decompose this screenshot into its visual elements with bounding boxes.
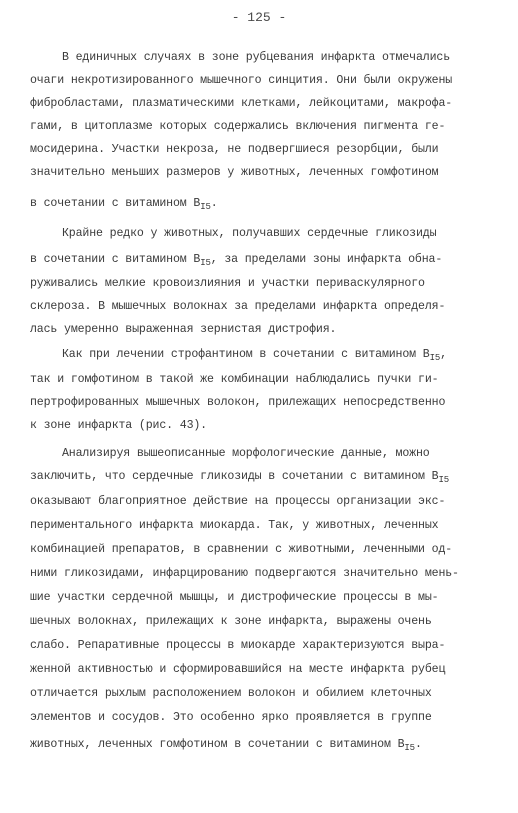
text-line: Анализируя вышеописанные морфологические данные, можно	[62, 447, 430, 460]
text-line: мосидерина. Участки некроза, не подвергшиеся резорбции, были	[30, 143, 439, 156]
text-line: слабо. Репаративные процессы в миокарде характеризуются выра-	[30, 639, 446, 652]
text-line: отличается рыхлым расположением волокон и обилием клеточных	[30, 687, 432, 700]
text-fragment: в сочетании с витамином B	[30, 253, 201, 266]
text-line: значительно меньших размеров у животных, леченных гомфотином	[30, 166, 439, 179]
subscript: I5	[429, 353, 441, 363]
text-fragment: в сочетании с витамином B	[30, 197, 201, 210]
text-line: женной активностью и сформировавшийся на месте инфаркта рубец	[30, 663, 446, 676]
text-fragment: ,	[440, 348, 447, 361]
text-line: Крайне редко у животных, получавших сердечные гликозиды	[62, 227, 437, 240]
text-line: шечных волокнах, прилежащих к зоне инфаркта, выражены очень	[30, 615, 432, 628]
text-line: очаги некротизированного мышечного синцития. Они были окружены	[30, 74, 453, 87]
text-line: руживались мелкие кровоизлияния и участки периваскулярного	[30, 277, 425, 290]
text-fragment: Как при лечении строфантином в сочетании с витамином B	[62, 348, 430, 361]
text-fragment: заключить, что сердечные гликозиды в сочетании с витамином B	[30, 470, 439, 483]
subscript: I5	[438, 475, 449, 485]
text-fragment: .	[210, 197, 218, 210]
subscript: I5	[200, 258, 211, 268]
text-fragment: .	[414, 738, 422, 751]
text-line: пертрофированных мышечных волокон, прилежащих непосредственно	[30, 396, 446, 409]
page-number: - 125 -	[231, 10, 287, 25]
text-line: оказывают благоприятное действие на процессы организации экс-	[30, 495, 446, 508]
text-line: гами, в цитоплазме которых содержались включения пигмента ге-	[30, 120, 446, 133]
subscript: I5	[404, 743, 415, 753]
text-line	[62, 347, 447, 366]
text-line: ними гликозидами, инфарцированию подвергаются значительно мень-	[30, 567, 459, 580]
text-line	[30, 469, 449, 488]
text-line: так и гомфотином в такой же комбинации наблюдались пучки ги-	[30, 373, 439, 386]
text-line: периментального инфаркта миокарда. Так, у животных, леченных	[30, 519, 439, 532]
text-fragment: животных, леченных гомфотином в сочетании с витамином B	[30, 738, 405, 751]
text-line	[30, 737, 422, 756]
text-line: В единичных случаях в зоне рубцевания инфаркта отмечались	[62, 51, 451, 64]
text-line: шие участки сердечной мышцы, и дистрофические процессы в мы-	[30, 591, 439, 604]
text-line: элементов и сосудов. Это особенно ярко проявляется в группе	[30, 711, 432, 724]
text-line: фибробластами, плазматическими клетками, лейкоцитами, макрофа-	[30, 97, 453, 110]
text-line: склероза. В мышечных волокнах за пределами инфаркта определя-	[30, 300, 446, 313]
text-line	[30, 252, 442, 271]
text-line: комбинацией препаратов, в сравнении с животными, леченными од-	[30, 543, 453, 556]
text-line	[30, 196, 218, 215]
text-fragment: , за пределами зоны инфаркта обна-	[210, 253, 443, 266]
text-line: лась умеренно выраженная зернистая дистрофия.	[30, 323, 337, 336]
subscript: I5	[200, 202, 211, 212]
text-line: к зоне инфаркта (рис. 43).	[30, 419, 207, 432]
